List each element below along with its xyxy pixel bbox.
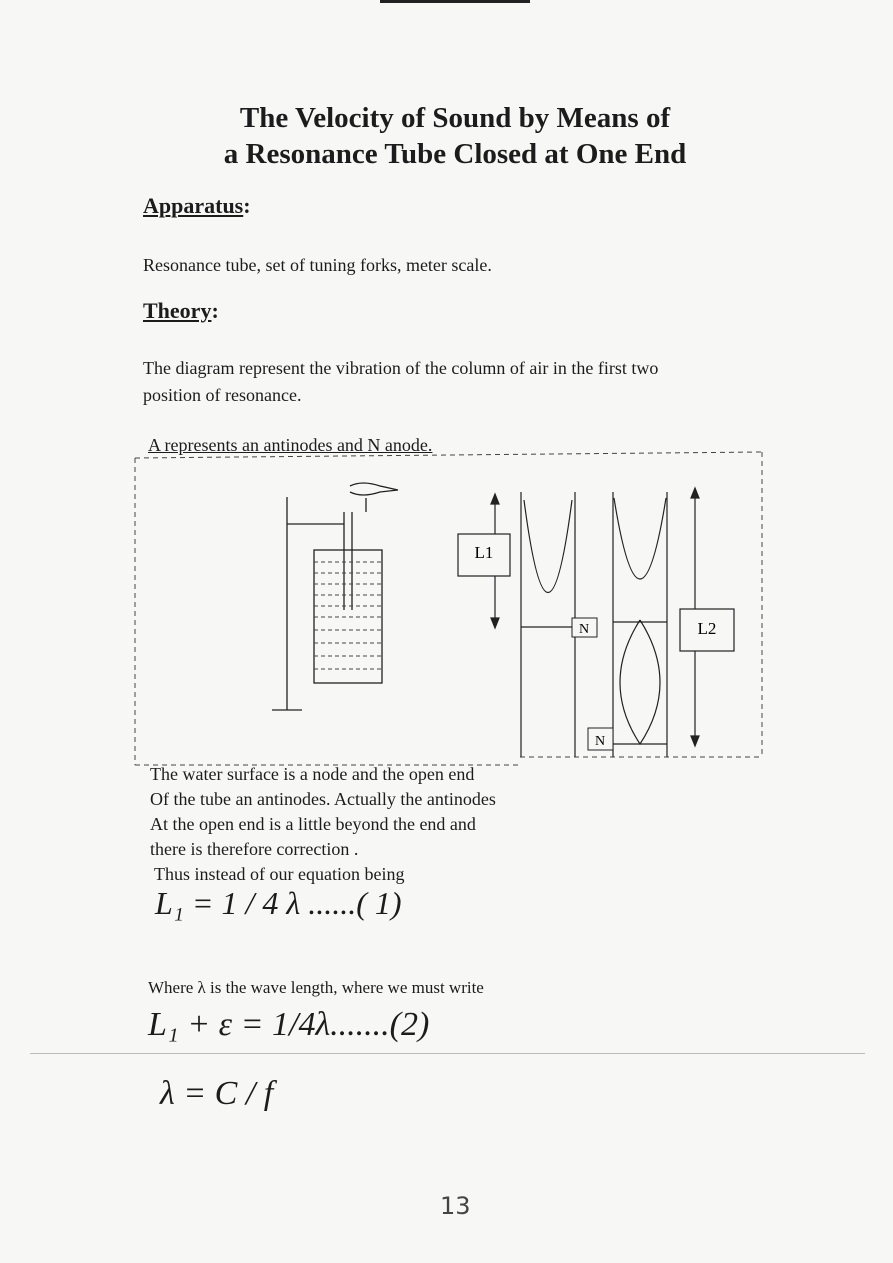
theory-para-line-1: The diagram represent the vibration of the column of air in the first two (143, 358, 659, 378)
equation-1: L₁ = 1 / 4 λ ......( 1) (155, 885, 402, 921)
tube-second-resonance (613, 492, 667, 757)
body-line-2: Of the tube an antinodes. Actually the antinodes (150, 789, 496, 809)
where-text: Where λ is the wave length, where we must write (148, 978, 484, 997)
water-lines (314, 562, 382, 669)
divider-line (30, 1053, 865, 1054)
body-line-5: Thus instead of our equation being (154, 864, 405, 884)
body-line-3: At the open end is a little beyond the end and (150, 814, 476, 834)
theory-heading-text: Theory (143, 298, 212, 323)
l2-label: L2 (697, 619, 717, 638)
body-line-4: there is therefore correction . (150, 839, 359, 859)
tube-first-resonance (521, 490, 575, 757)
diagram-frame (135, 452, 762, 765)
page-number: 13 (440, 1192, 471, 1220)
resonance-apparatus (272, 483, 398, 710)
node-label-1: N (578, 622, 590, 637)
node-label-2: N (594, 734, 606, 749)
equation-3: λ = C / f (160, 1075, 274, 1112)
tuning-fork-icon (350, 483, 398, 495)
apparatus-heading-text: Apparatus (143, 193, 244, 218)
title-line-2: a Resonance Tube Closed at One End (223, 138, 687, 170)
body-line-1: The water surface is a node and the open end (150, 764, 475, 784)
theory-heading-colon: : (211, 298, 219, 323)
equation-2: L₁ + ε = 1/4λ.......(2) (148, 1006, 430, 1043)
title-line-1: The Velocity of Sound by Means of (239, 102, 671, 134)
l1-label: L1 (474, 543, 494, 562)
apparatus-heading-colon: : (243, 193, 251, 218)
body-paragraph (150, 762, 496, 887)
theory-para-line-2: position of resonance. (143, 385, 302, 405)
diagram-caption: A represents an antinodes and N anode. (148, 435, 433, 455)
apparatus-text: Resonance tube, set of tuning forks, meter scale. (143, 255, 492, 275)
